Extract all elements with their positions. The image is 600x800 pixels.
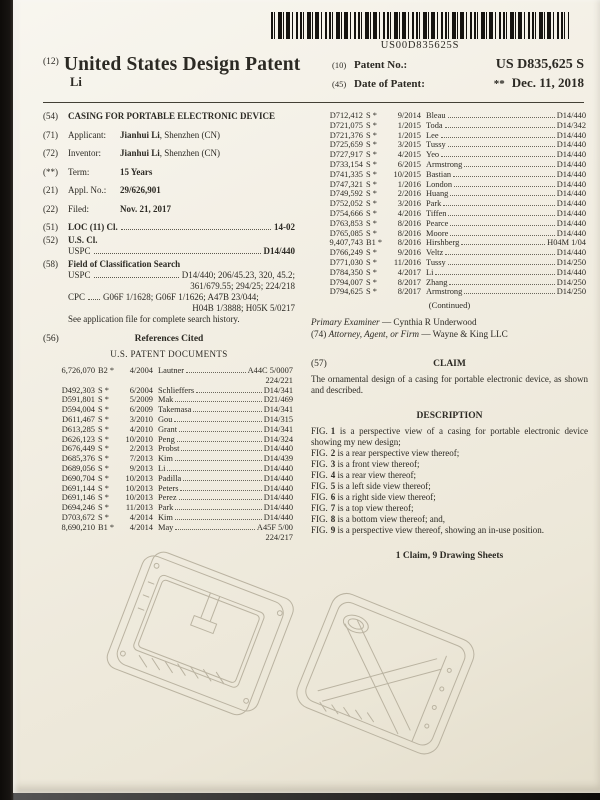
header-rule <box>43 102 584 103</box>
biblio-field: (22) Filed: Nov. 21, 2017 <box>43 203 172 214</box>
body-columns <box>43 111 588 562</box>
reference-row: D725,659 S * 3/2015 Tussy D14/440 <box>329 140 586 150</box>
claims-sheets-note: 1 Claim, 9 Drawing Sheets <box>395 551 504 562</box>
dot-leader <box>88 299 100 300</box>
references-heading-text: References Cited <box>134 334 204 344</box>
field-code: (56) <box>43 334 59 344</box>
fcs-label: Field of Classification Search <box>68 259 181 269</box>
reference-row: D691,146 S * 10/2013 Perez D14/440 <box>61 493 293 503</box>
header-left <box>43 54 301 91</box>
header-right <box>332 54 584 91</box>
biblio-field: (72) Inventor: Jianhui Li, Shenzhen (CN) <box>43 148 221 158</box>
fcs-uspc-classes-cont: 361/679.55; 294/25; 224/218 <box>190 281 295 291</box>
figure-description-line: FIG. 5 is a left side view thereof; <box>311 481 431 492</box>
reference-row: D594,004 S * 6/2009 Takemasa D14/341 <box>61 405 293 415</box>
patent-no-code: (10) <box>332 60 347 70</box>
reference-row: D766,249 S * 9/2016 Veltz D14/440 <box>329 248 586 258</box>
reference-row: D747,321 S * 1/2016 London D14/440 <box>329 179 586 189</box>
figure-description-line: FIG. 3 is a front view thereof; <box>311 459 420 470</box>
fcs-uspc-line <box>68 270 295 281</box>
description-heading-text: DESCRIPTION <box>416 411 483 422</box>
reference-row: 6,726,070 B2 * 4/2004 Lautner A44C 5/0007 224/221 <box>61 366 293 385</box>
figure-description-line: FIG. 9 is a perspective view thereof, showing an in-use position. <box>311 525 544 536</box>
description-heading <box>311 411 588 422</box>
biblio-field: (**) Term: 15 Years <box>43 166 153 177</box>
attorney-name: Wayne & King LLC <box>432 328 508 339</box>
uscl-label: U.S. Cl. <box>68 235 98 245</box>
attorney-line <box>311 329 588 341</box>
dash: — <box>421 328 431 339</box>
dot-leader <box>94 277 179 278</box>
reference-row: D626,123 S * 10/2010 Peng D14/324 <box>61 434 293 444</box>
examiner-label: Primary Examiner <box>311 317 380 328</box>
fcs-cpc-label: CPC <box>68 292 86 302</box>
reference-row: D771,030 S * 11/2016 Tussy D14/250 <box>329 257 586 267</box>
reference-row: D721,376 S * 1/2015 Lee D14/440 <box>329 130 586 140</box>
patent-no-label: Patent No.: <box>354 59 408 71</box>
date-code: (45) <box>332 79 347 89</box>
uspc-line <box>68 246 295 257</box>
uspc-label: USPC <box>68 246 91 256</box>
reference-row: D676,449 S * 2/2013 Probst D14/440 <box>61 444 293 454</box>
reference-row: D712,412 S * 9/2014 Bleau D14/440 <box>329 111 586 120</box>
header <box>43 54 584 91</box>
biblio-field: (21) Appl. No.: 29/626,901 <box>43 185 161 195</box>
invention-title: CASING FOR PORTABLE ELECTRONIC DEVICE <box>68 111 276 121</box>
reference-row: D492,303 S * 6/2004 Schlieffers D14/341 <box>61 385 293 395</box>
references-cited-heading <box>43 334 295 345</box>
attorney-label: Attorney, Agent, or Firm <box>328 328 420 339</box>
us-patent-documents-heading: U.S. PATENT DOCUMENTS <box>110 349 228 359</box>
patent-no-value: US D835,625 S <box>495 57 584 72</box>
dash: — <box>381 317 392 328</box>
field-code: (58) <box>43 259 58 269</box>
field-code: (54) <box>43 111 58 121</box>
figure-description-line: FIG. 6 is a right side view thereof; <box>311 492 436 503</box>
page-title: United States Design Patent <box>63 54 301 75</box>
figure-description-line: FIG. 8 is a bottom view thereof; and, <box>311 514 445 525</box>
fcs-uspc-label: USPC <box>68 270 91 280</box>
figure-description-line: FIG. 1 is a perspective view of a casing for portable electronic device showing my new design; <box>311 426 588 448</box>
claim-text: The ornamental design of a casing for portable electronic device, as shown and described. <box>311 374 588 396</box>
figure-description-line: FIG. 2 is a rear perspective view thereof; <box>311 448 460 459</box>
reference-row: D784,350 S * 4/2017 Li D14/440 <box>329 267 586 277</box>
reference-row: D727,917 S * 4/2015 Yeo D14/440 <box>329 150 586 160</box>
invention-title-entry <box>43 111 295 122</box>
continued-note: (Continued) <box>428 300 471 311</box>
reference-row: D611,467 S * 3/2010 Gou D14/315 <box>62 414 293 424</box>
references-table-left <box>49 366 293 542</box>
date-value <box>450 75 584 91</box>
reference-row: D749,592 S * 2/2016 Huang D14/440 <box>329 189 586 199</box>
fcs-note: See application file for complete search history. <box>68 314 240 324</box>
left-column <box>43 111 295 562</box>
dot-leader <box>94 253 261 254</box>
patent-front-page <box>13 0 600 793</box>
field-code: (52) <box>43 235 58 245</box>
reference-row: D694,246 S * 11/2013 Park D14/440 <box>61 503 293 513</box>
figure-description-line: FIG. 7 is a top view thereof; <box>311 503 414 514</box>
reference-row: 9,407,743 B1 * 8/2016 Hirshberg H04M 1/04 <box>329 238 586 248</box>
barcode-label: US00D835625S <box>380 40 460 51</box>
field-of-search-body <box>68 259 295 325</box>
inventor-surname: Li <box>70 75 82 89</box>
dot-leader <box>121 229 271 230</box>
date-label: Date of Patent: <box>354 78 425 90</box>
reference-row: D703,672 S * 4/2014 Kim D14/440 <box>61 512 293 522</box>
loc-class-line <box>68 222 295 233</box>
loc-class-entry <box>43 222 295 233</box>
field-code: (51) <box>43 222 58 232</box>
reference-row: D765,085 S * 8/2016 Moore D14/440 <box>329 228 586 238</box>
reference-row: D689,056 S * 9/2013 Li D14/440 <box>61 463 293 473</box>
reference-row: D763,853 S * 8/2016 Pearce D14/440 <box>329 218 586 228</box>
field-code: (74) <box>311 328 327 339</box>
loc-value: 14-02 <box>274 222 295 232</box>
reference-row: D752,052 S * 3/2016 Park D14/440 <box>329 199 586 209</box>
loc-label: LOC (11) Cl. <box>68 222 118 232</box>
field-of-search-entry <box>43 259 295 325</box>
claim-heading-text: CLAIM <box>433 359 466 370</box>
uspc-value: D14/440 <box>263 246 295 256</box>
reference-row: D690,704 S * 10/2013 Padilla D14/440 <box>61 473 293 483</box>
reference-row: 8,690,210 B1 * 4/2014 May A45F 5/00 224/217 <box>61 522 293 542</box>
biblio-field: (71) Applicant: Jianhui Li, Shenzhen (CN) <box>43 129 221 140</box>
reference-row: D591,801 S * 5/2009 Mak D21/469 <box>61 395 293 405</box>
date-text: Dec. 11, 2018 <box>511 75 584 90</box>
reference-row: D741,335 S * 10/2015 Bastian D14/440 <box>329 169 586 179</box>
figure-description-line: FIG. 4 is a rear view thereof; <box>311 470 416 481</box>
figure-descriptions <box>311 426 588 536</box>
fcs-uspc-classes: D14/440; 206/45.23, 320, 45.2; <box>181 270 295 280</box>
reference-row: D691,144 S * 10/2013 Peters D14/440 <box>61 483 293 493</box>
figure-rear-perspective-drawing <box>275 575 495 790</box>
biblio-fields <box>43 130 295 215</box>
reference-row: D613,285 S * 4/2010 Grant D14/341 <box>61 424 293 434</box>
barcode-area <box>271 12 569 51</box>
field-code: (57) <box>311 359 327 370</box>
reference-row: D794,007 S * 8/2017 Zhang D14/250 <box>329 277 586 287</box>
fcs-cpc-line <box>68 292 295 303</box>
us-class-entry <box>43 235 295 257</box>
term-stars: ** <box>493 78 505 90</box>
primary-examiner-line <box>311 317 588 329</box>
reference-row: D794,625 S * 8/2017 Armstrong D14/250 <box>329 287 586 297</box>
examiner-name: Cynthia R Underwood <box>393 317 477 328</box>
barcode <box>271 12 569 39</box>
reference-row: D733,154 S * 6/2015 Armstrong D14/440 <box>329 159 586 169</box>
references-table-right <box>317 111 586 297</box>
fcs-cpc-classes: G06F 1/1628; G06F 1/1626; A47B 23/044; <box>103 292 259 302</box>
fcs-cpc-classes-cont: H04B 1/3888; H05K 5/0217 <box>192 303 295 313</box>
reference-row: D754,666 S * 4/2016 Tiffen D14/440 <box>329 208 586 218</box>
reference-row: D721,075 S * 1/2015 Toda D14/342 <box>329 120 586 130</box>
reference-row: D685,376 S * 7/2013 Kim D14/439 <box>61 454 293 464</box>
us-class-body <box>68 235 295 257</box>
right-column <box>311 111 588 562</box>
document-kind-code: (12) <box>43 57 59 67</box>
claim-heading <box>311 359 588 370</box>
